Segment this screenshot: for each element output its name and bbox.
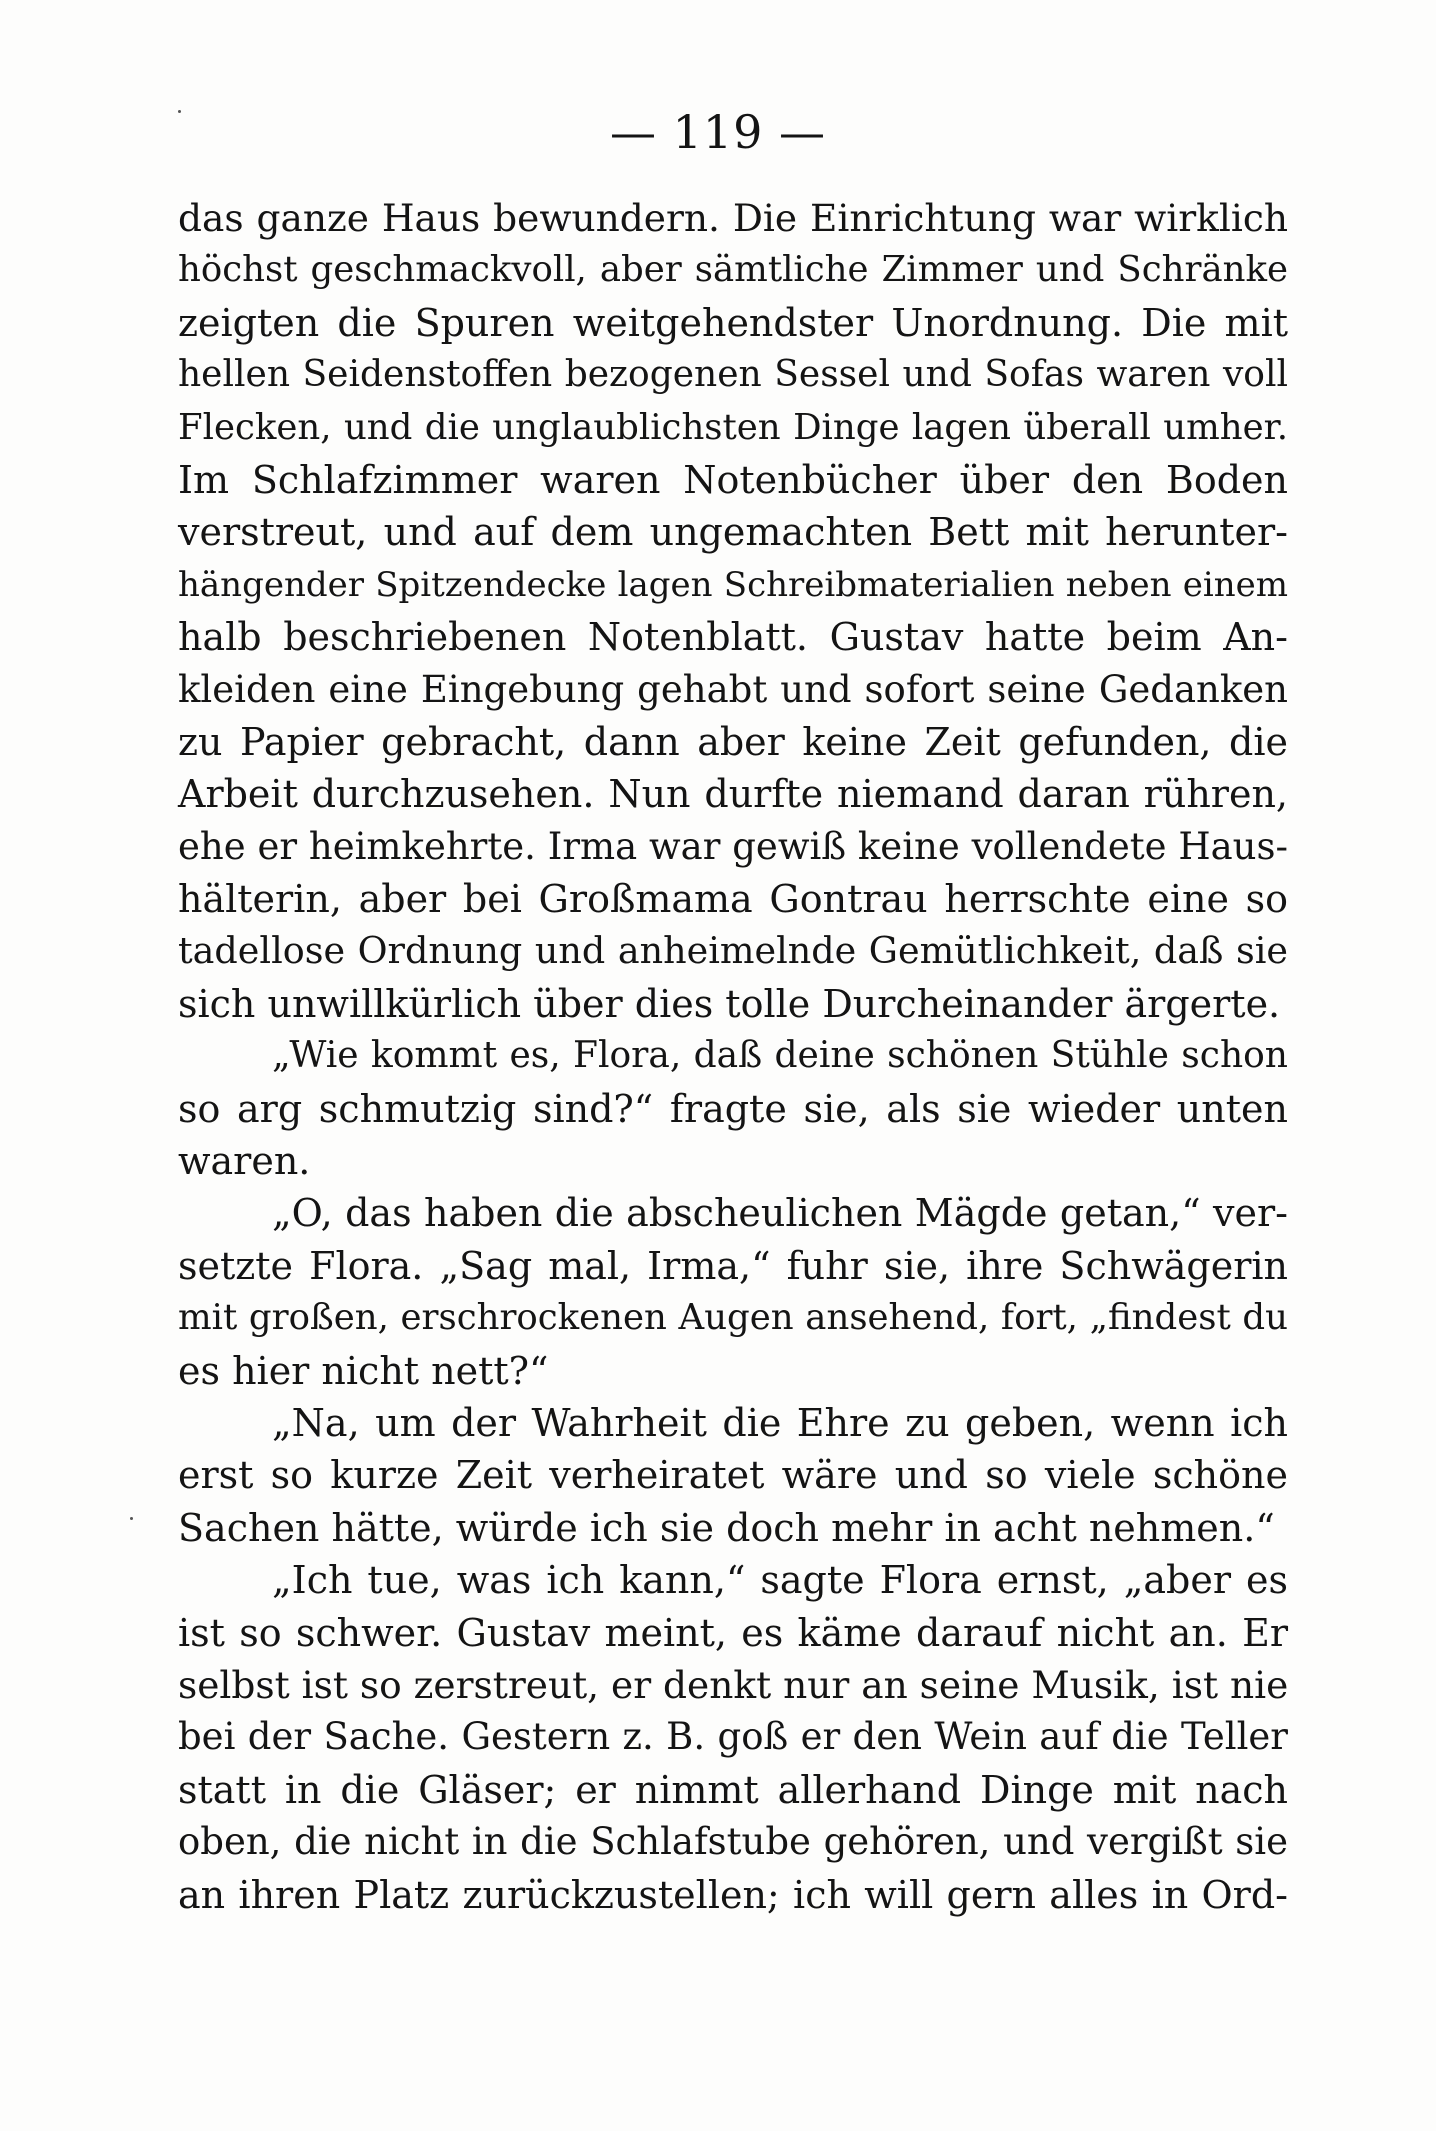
text-line: „O, das haben die abscheulichen Mägde getan,“ ver- — [272, 1191, 1288, 1236]
text-line: „Ich tue, was ich kann,“ sagte Flora ernst, „aber es — [272, 1558, 1288, 1603]
text-line: tadellose Ordnung und anheimelnde Gemütlichkeit, daß sie — [178, 929, 1288, 973]
text-line: sich unwillkürlich über dies tolle Durcheinander ärgerte. — [178, 981, 1281, 1026]
text-line: waren. — [178, 1139, 311, 1184]
text-line: Im Schlafzimmer waren Notenbücher über den Boden — [178, 457, 1288, 502]
text-line: Flecken, und die unglaublichsten Dinge lagen überall umher. — [178, 406, 1288, 448]
text-line: hellen Seidenstoffen bezogenen Sessel und Sofas waren voll — [178, 354, 1288, 396]
text-line: höchst geschmackvoll, aber sämtliche Zimmer und Schränke — [178, 249, 1288, 291]
text-line: Arbeit durchzusehen. Nun durfte niemand daran rühren, — [178, 772, 1288, 817]
text-line: hälterin, aber bei Großmama Gontrau herrschte eine so — [178, 877, 1288, 922]
text-line: kleiden eine Eingebung gehabt und sofort seine Gedanken — [178, 667, 1288, 711]
page-number: — 119 — — [609, 105, 827, 159]
text-line: statt in die Gläser; er nimmt allerhand Dinge mit nach — [178, 1767, 1288, 1812]
text-line: selbst ist so zerstreut, er denkt nur an seine Musik, ist nie — [178, 1662, 1289, 1707]
text-line: hängender Spitzendecke lagen Schreibmaterialien neben einem — [178, 564, 1288, 605]
text-line: „Wie kommt es, Flora, daß deine schönen Stühle schon — [272, 1035, 1288, 1077]
text-line: verstreut, und auf dem ungemachten Bett mit herunter- — [178, 510, 1288, 555]
text-line: es hier nicht nett?“ — [178, 1348, 549, 1393]
text-line: Sachen hätte, würde ich sie doch mehr in acht nehmen.“ — [178, 1505, 1275, 1550]
text-line: zu Papier gebracht, dann aber keine Zeit gefunden, die — [178, 719, 1288, 764]
text-line: mit großen, erschrockenen Augen ansehend, fort, „findest du — [178, 1297, 1288, 1339]
text-line: halb beschriebenen Notenblatt. Gustav hatte beim An- — [178, 615, 1288, 660]
text-line: ist so schwer. Gustav meint, es käme darauf nicht an. Er — [178, 1610, 1288, 1655]
body-text — [178, 192, 1288, 1921]
text-line: bei der Sache. Gestern z. B. goß er den Wein auf die Teller — [178, 1715, 1288, 1759]
text-line: zeigten die Spuren weitgehendster Unordnung. Die mit — [178, 300, 1288, 345]
text-line: setzte Flora. „Sag mal, Irma,“ fuhr sie, ihre Schwägerin — [178, 1243, 1288, 1288]
text-line: „Na, um der Wahrheit die Ehre zu geben, wenn ich — [272, 1400, 1288, 1445]
text-line: oben, die nicht in die Schlafstube gehören, und vergißt sie — [178, 1820, 1288, 1864]
print-speck — [130, 1517, 133, 1520]
text-line: das ganze Haus bewundern. Die Einrichtung war wirklich — [178, 196, 1288, 240]
text-line: an ihren Platz zurückzustellen; ich will gern alles in Ord- — [178, 1872, 1288, 1917]
text-line: so arg schmutzig sind?“ fragte sie, als sie wieder unten — [178, 1086, 1288, 1131]
text-line: erst so kurze Zeit verheiratet wäre und so viele schöne — [178, 1453, 1288, 1498]
text-line: ehe er heimkehrte. Irma war gewiß keine vollendete Haus- — [178, 824, 1288, 868]
